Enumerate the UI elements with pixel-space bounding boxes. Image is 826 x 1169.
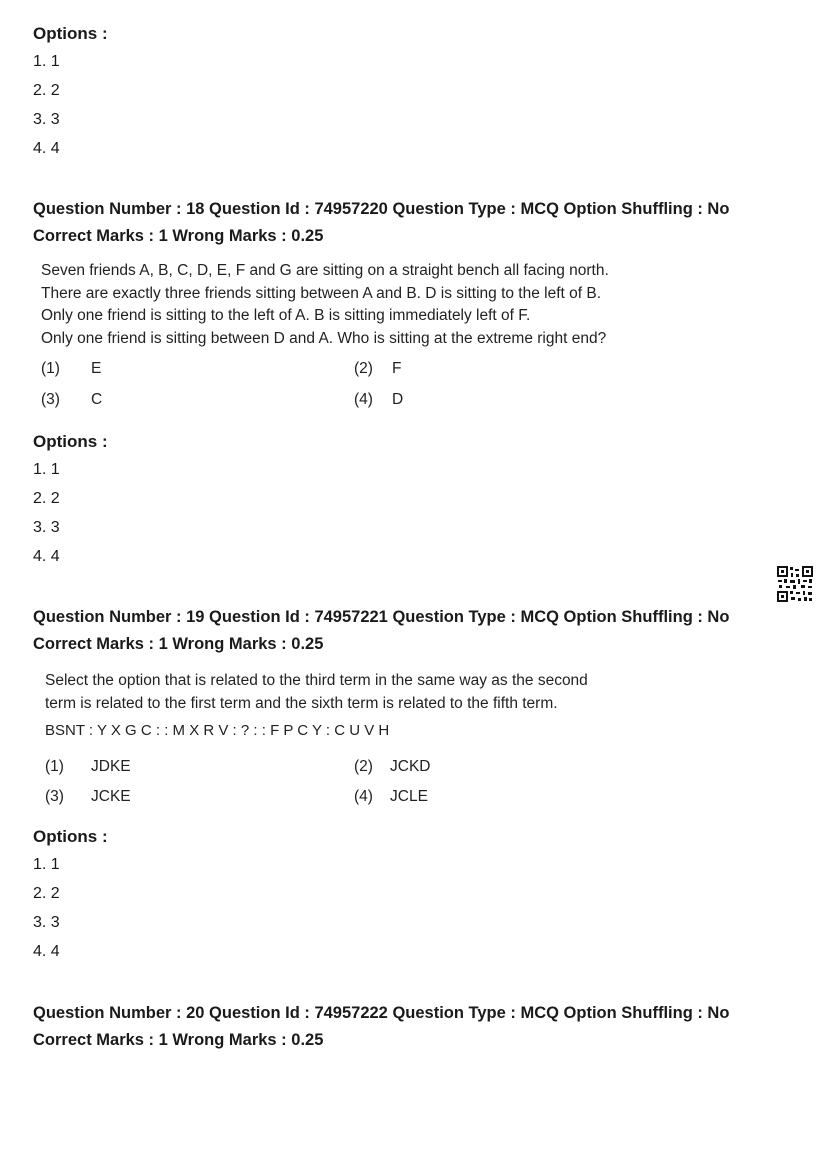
question-marks: Correct Marks : 1 Wrong Marks : 0.25 — [33, 227, 324, 245]
choice-number: (1) — [45, 758, 64, 775]
option-item: 3. 3 — [33, 914, 60, 931]
question-header: Question Number : 18 Question Id : 74957220 Question Type : MCQ Option Shuffling : No — [33, 200, 730, 218]
choice-number: (2) — [354, 360, 373, 377]
answer-choice — [45, 788, 131, 806]
choice-text: JCKE — [91, 788, 131, 805]
choice-number: (3) — [41, 391, 60, 408]
option-item: 2. 2 — [33, 885, 60, 902]
question-text-line: Seven friends A, B, C, D, E, F and G are sitting on a straight bench all facing north. — [41, 262, 609, 279]
choice-number: (2) — [354, 758, 373, 775]
answer-choice — [354, 391, 403, 409]
options-heading: Options : — [33, 432, 108, 451]
question-text-line: Select the option that is related to the third term in the same way as the second — [45, 672, 588, 689]
option-item: 3. 3 — [33, 111, 60, 128]
option-item: 2. 2 — [33, 490, 60, 507]
option-item: 3. 3 — [33, 519, 60, 536]
choice-text: JCLE — [390, 788, 428, 805]
question-text-line: Only one friend is sitting to the left of A. B is sitting immediately left of F. — [41, 307, 531, 324]
options-heading: Options : — [33, 24, 108, 43]
option-item: 1. 1 — [33, 856, 60, 873]
question-text-line: There are exactly three friends sitting between A and B. D is sitting to the left of B. — [41, 284, 602, 302]
choice-number: (3) — [45, 788, 64, 805]
option-item: 4. 4 — [33, 548, 60, 565]
choice-text: E — [91, 360, 102, 377]
question-header: Question Number : 20 Question Id : 74957222 Question Type : MCQ Option Shuffling : No — [33, 1004, 730, 1022]
question-text — [41, 260, 621, 350]
choice-text: D — [392, 391, 404, 408]
question-marks: Correct Marks : 1 Wrong Marks : 0.25 — [33, 1031, 324, 1049]
answer-choice — [45, 758, 131, 776]
option-item: 1. 1 — [33, 461, 60, 478]
choice-text: JCKD — [390, 758, 431, 775]
choice-number: (4) — [354, 788, 373, 805]
answer-choice — [41, 360, 101, 378]
answer-choice — [354, 788, 428, 806]
choice-text: C — [91, 391, 103, 408]
question-header: Question Number : 19 Question Id : 74957221 Question Type : MCQ Option Shuffling : No — [33, 608, 730, 626]
choice-number: (1) — [41, 360, 60, 377]
options-heading: Options : — [33, 827, 108, 846]
choice-number: (4) — [354, 391, 373, 408]
qr-code-icon — [776, 565, 814, 603]
question-text-line: Only one friend is sitting between D and A. Who is sitting at the extreme right end? — [41, 329, 607, 347]
question-text — [45, 670, 621, 743]
question-text-line: term is related to the first term and the sixth term is related to the fifth term. — [45, 694, 558, 712]
choice-text: JDKE — [91, 758, 131, 775]
option-item: 2. 2 — [33, 82, 60, 99]
answer-choice — [354, 360, 401, 378]
option-item: 1. 1 — [33, 53, 60, 70]
question-text-line: BSNT : Y X G C : : M X R V : ? : : F P C Y : C U V H — [45, 722, 390, 739]
answer-choice — [41, 391, 102, 409]
option-item: 4. 4 — [33, 140, 60, 157]
choice-text: F — [392, 360, 402, 377]
question-marks: Correct Marks : 1 Wrong Marks : 0.25 — [33, 635, 324, 653]
answer-choice — [354, 758, 430, 776]
option-item: 4. 4 — [33, 943, 60, 960]
